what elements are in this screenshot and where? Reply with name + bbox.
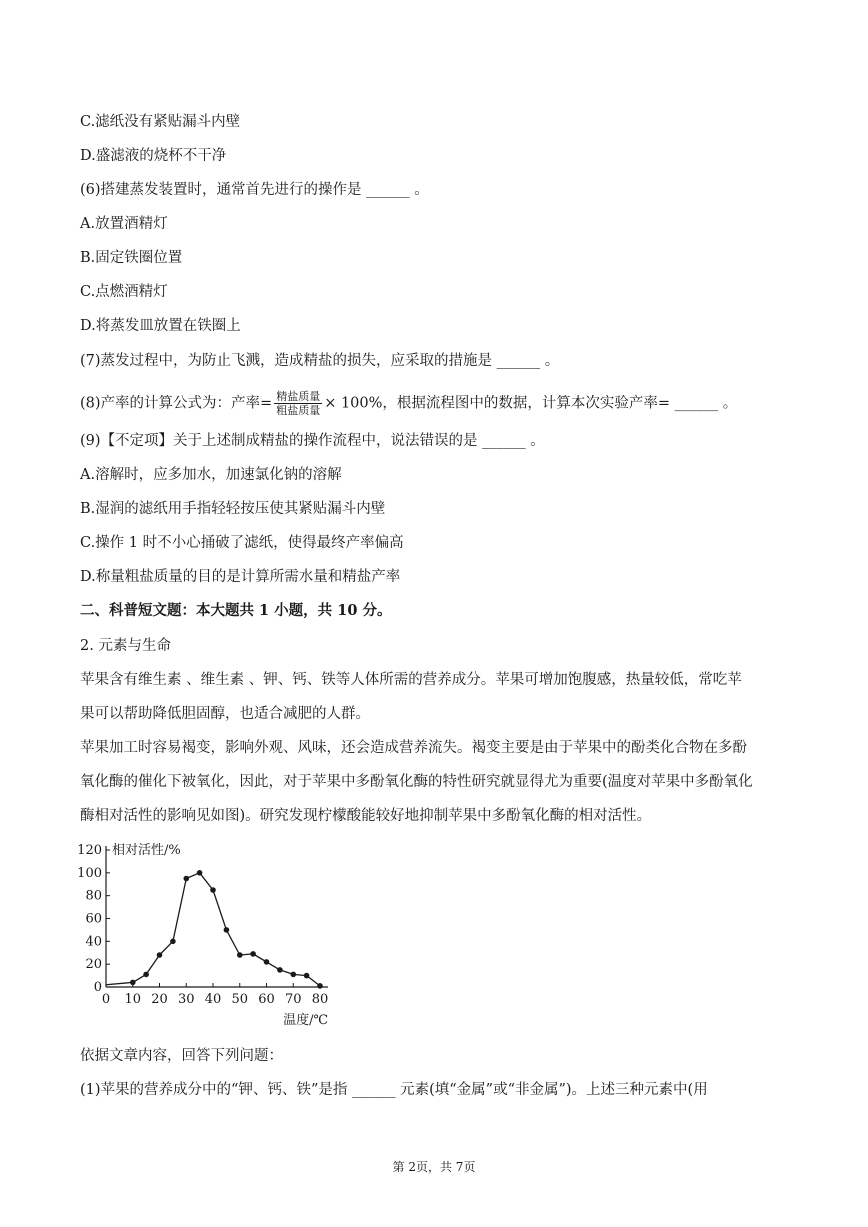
chart-axes (77, 842, 328, 1028)
page-footer: 第 2页，共 7页 (392, 1160, 476, 1174)
after-chart-prompt: 依据文章内容，回答下列问题： (80, 1048, 283, 1064)
question-9-option-d: D.称量粗盐质量的目的是计算所需水量和精盐产率 (80, 569, 401, 585)
y-tick-label: 20 (85, 957, 102, 973)
data-point (184, 876, 190, 882)
x-tick-label: 20 (151, 992, 168, 1007)
question-7: (7)蒸发过程中，为防止飞溅，造成精盐的损失，应采取的措施是 ______ 。 (80, 353, 560, 369)
question-6: (6)搭建蒸发装置时，通常首先进行的操作是 ______ 。 (80, 182, 429, 198)
y-tick-label: 0 (93, 980, 102, 995)
paragraph-1-line-1: 苹果含有维生素 、维生素 、钾、钙、铁等人体所需的营养成分。苹果可增加饱腹感，热量较低，常吃苹 (80, 672, 742, 688)
question-8 (80, 390, 737, 417)
y-tick-label: 80 (85, 888, 102, 904)
question-2-title: 2. 元素与生命 (80, 638, 171, 654)
option-c-filter: C.滤纸没有紧贴漏斗内壁 (80, 114, 241, 130)
data-point (157, 952, 163, 958)
x-tick-label: 10 (124, 992, 142, 1007)
fraction-denominator: 粗盐质量 (276, 404, 321, 417)
x-tick-label: 0 (101, 992, 111, 1007)
y-axis-label: 相对活性/% (112, 843, 181, 858)
question-6-option-a: A.放置酒精灯 (80, 216, 168, 232)
yield-fraction (274, 390, 322, 417)
data-point (250, 951, 256, 957)
paragraph-2-line-3: 酶相对活性的影响见如图)。研究发现柠檬酸能较好地抑制苹果中多酚氧化酶的相对活性。 (80, 808, 652, 824)
data-point (130, 980, 136, 986)
y-tick-label: 120 (77, 843, 102, 858)
x-tick-label: 60 (258, 992, 275, 1007)
paragraph-2-line-1: 苹果加工时容易褐变，影响外观、风味，还会造成营养流失。褐变主要是由于苹果中的酚类化合物在多酚 (80, 740, 747, 756)
data-point (291, 972, 297, 978)
x-tick-label: 70 (284, 992, 302, 1007)
x-axis-label: 温度/℃ (283, 1013, 328, 1028)
y-tick-label: 60 (85, 911, 102, 927)
data-point (210, 887, 216, 893)
question-8-prefix: (8)产率的计算公式为：产率= (80, 395, 273, 412)
data-point (224, 927, 230, 933)
x-tick-label: 80 (311, 992, 329, 1007)
data-point (237, 952, 243, 958)
question-6-option-b: B.固定铁圈位置 (80, 250, 183, 266)
x-tick-label: 50 (231, 992, 249, 1007)
data-point (197, 870, 203, 876)
section-2-heading: 二、科普短文题：本大题共 1 小题，共 10 分。 (80, 602, 392, 619)
option-d-filter: D.盛滤液的烧杯不干净 (80, 148, 227, 164)
data-point (304, 973, 310, 979)
y-tick-label: 40 (85, 934, 102, 950)
data-point (170, 939, 176, 945)
fraction-numerator: 精盐质量 (276, 390, 321, 403)
chart-series (106, 870, 323, 989)
data-point (277, 967, 283, 973)
activity-temperature-chart (77, 838, 340, 1033)
y-tick-label: 100 (77, 865, 102, 881)
paragraph-2-line-2: 氧化酶的催化下被氧化，因此，对于苹果中多酚氧化酶的特性研究就显得尤为重要(温度对苹果中多酚氧化 (80, 774, 753, 790)
x-tick-label: 40 (204, 992, 222, 1007)
question-8-suffix: × 100%，根据流程图中的数据，计算本次实验产率= ______ 。 (324, 395, 738, 412)
data-point (143, 972, 149, 978)
question-6-option-c: C.点燃酒精灯 (80, 284, 168, 300)
data-point (317, 983, 323, 989)
question-9: (9)【不定项】关于上述制成精盐的操作流程中，说法错误的是 ______ 。 (80, 433, 545, 449)
question-9-option-c: C.操作 1 时不小心捅破了滤纸，使得最终产率偏高 (80, 535, 404, 551)
data-point (264, 959, 270, 965)
question-9-option-b: B.湿润的滤纸用手指轻轻按压使其紧贴漏斗内壁 (80, 501, 386, 517)
question-6-option-d: D.将蒸发皿放置在铁圈上 (80, 318, 241, 334)
x-tick-label: 30 (177, 992, 195, 1007)
question-2-1: (1)苹果的营养成分中的“钾、钙、铁”是指 ______ 元素(填“金属”或“非金属”)。上述三种元素中(用 (80, 1082, 708, 1098)
paragraph-1-line-2: 果可以帮助降低胆固醇，也适合减肥的人群。 (80, 706, 370, 722)
question-9-option-a: A.溶解时，应多加水，加速氯化钠的溶解 (80, 467, 342, 483)
